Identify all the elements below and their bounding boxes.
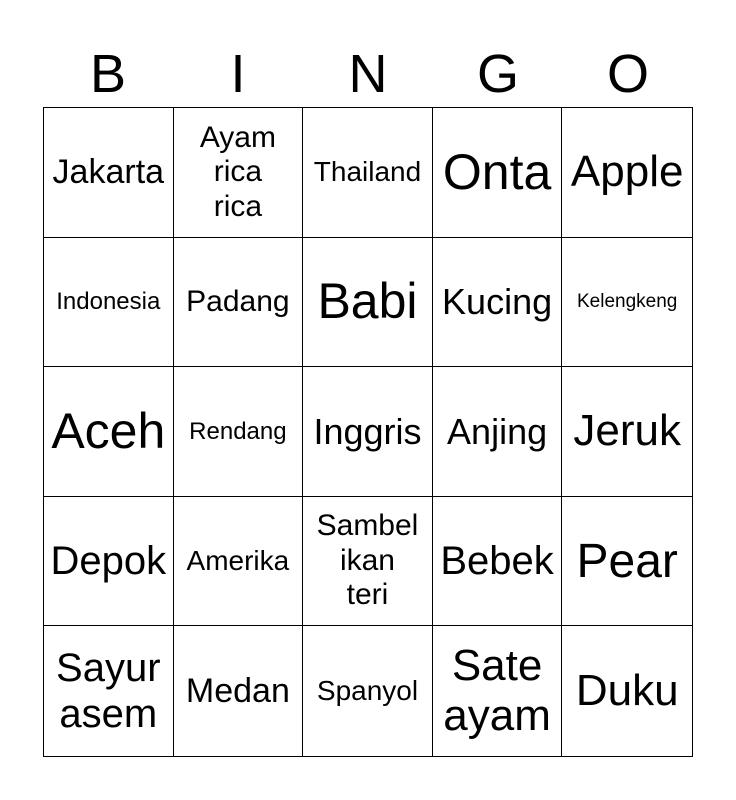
bingo-cell[interactable] (174, 108, 304, 238)
bingo-cell[interactable] (562, 238, 692, 368)
bingo-cell[interactable] (562, 626, 692, 756)
cell-label: Sate ayam (443, 640, 551, 741)
bingo-cell[interactable] (433, 367, 563, 497)
header-letter-o: O (606, 44, 649, 104)
cell-label: Duku (575, 665, 679, 715)
cell-label: Sambel ikan teri (316, 509, 419, 612)
bingo-cell[interactable] (174, 238, 304, 368)
bingo-cell[interactable] (174, 626, 304, 756)
bingo-cell[interactable] (433, 497, 563, 627)
bingo-header (43, 44, 693, 104)
cell-label: Indonesia (56, 288, 161, 316)
cell-label: Thailand (313, 156, 422, 188)
cell-label: Kucing (442, 281, 553, 323)
bingo-cell[interactable] (303, 626, 433, 756)
cell-label: Bebek (440, 539, 554, 584)
bingo-cell[interactable] (562, 497, 692, 627)
bingo-cell[interactable] (174, 367, 304, 497)
cell-label: Jakarta (52, 152, 165, 191)
cell-label: Spanyol (316, 675, 419, 707)
cell-label: Sayur asem (56, 646, 161, 737)
bingo-cell[interactable] (562, 367, 692, 497)
bingo-cell[interactable] (44, 497, 174, 627)
bingo-cell[interactable] (44, 626, 174, 756)
cell-label: Amerika (186, 545, 290, 576)
cell-label: Depok (50, 539, 167, 584)
cell-label: Anjing (447, 410, 548, 452)
bingo-cell[interactable] (303, 108, 433, 238)
bingo-board (43, 107, 693, 757)
header-letter-i: I (230, 44, 246, 104)
bingo-cell[interactable] (433, 108, 563, 238)
bingo-cell[interactable] (433, 626, 563, 756)
cell-label: Pear (576, 534, 678, 588)
header-letter-b: B (89, 44, 127, 104)
bingo-cell[interactable] (44, 367, 174, 497)
cell-label: Apple (570, 147, 684, 196)
header-letter-n: N (348, 44, 388, 104)
cell-label: Ayam rica rica (199, 120, 276, 223)
cell-label: Inggris (313, 410, 422, 452)
cell-label: Babi (317, 273, 418, 330)
bingo-cell[interactable] (303, 367, 433, 497)
bingo-cell[interactable] (174, 497, 304, 627)
cell-label: Onta (442, 143, 552, 200)
cell-label: Kelengkeng (577, 290, 678, 312)
cell-label: Jeruk (573, 406, 681, 456)
cell-label: Medan (185, 671, 290, 710)
bingo-cell[interactable] (303, 238, 433, 368)
cell-label: Padang (186, 284, 290, 318)
bingo-cell[interactable] (44, 108, 174, 238)
cell-label: Rendang (189, 417, 287, 445)
cell-label: Aceh (51, 402, 166, 459)
bingo-cell[interactable] (433, 238, 563, 368)
bingo-cell[interactable] (562, 108, 692, 238)
header-letter-g: G (476, 44, 519, 104)
bingo-cell[interactable] (44, 238, 174, 368)
bingo-cell[interactable] (303, 497, 433, 627)
